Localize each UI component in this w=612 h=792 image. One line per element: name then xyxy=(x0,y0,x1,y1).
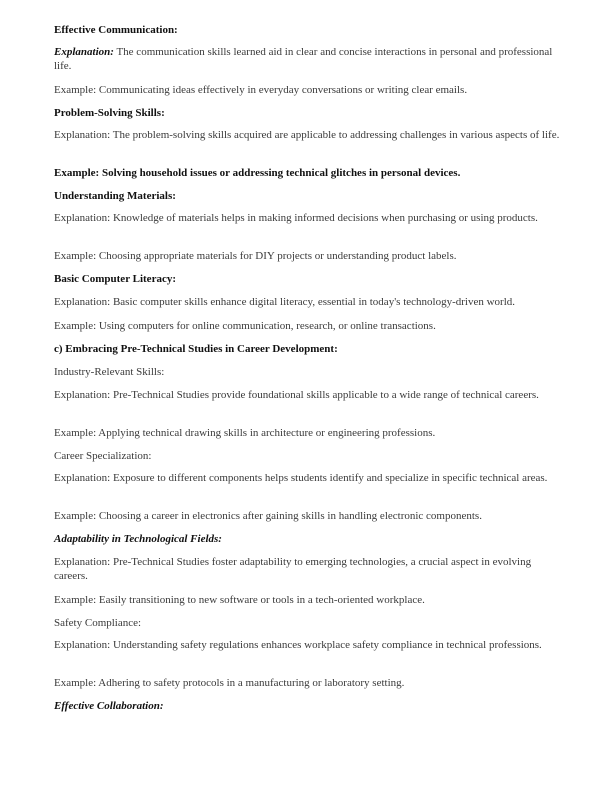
example-paragraph: Example: Applying technical drawing skills in architecture or engineering professions. xyxy=(54,427,436,439)
explanation-paragraph: Explanation: Understanding safety regulations enhances workplace safety compliance in technical professions. xyxy=(54,639,542,651)
explanation-label: Explanation: xyxy=(54,46,114,58)
subheading-safety-compliance: Safety Compliance: xyxy=(54,617,142,629)
explanation-paragraph: Explanation: Pre-Technical Studies foster adaptability to emerging technologies, a crucial aspect in evolving careers. xyxy=(54,556,532,582)
explanation-text: The communication skills learned aid in clear and concise interactions in personal and professional life. xyxy=(54,46,553,72)
heading-basic-computer-literacy: Basic Computer Literacy: xyxy=(54,273,176,285)
section-heading-career-development: c) Embracing Pre-Technical Studies in Career Development: xyxy=(54,343,338,355)
example-paragraph: Example: Choosing appropriate materials for DIY projects or understanding product labels. xyxy=(54,250,457,262)
explanation-paragraph: Explanation: Exposure to different components helps students identify and specialize in specific technical areas. xyxy=(54,472,548,484)
explanation-paragraph: Explanation: Knowledge of materials helps in making informed decisions when purchasing or using products. xyxy=(54,212,538,224)
explanation-paragraph: Explanation: The problem-solving skills acquired are applicable to addressing challenges in various aspects of life. xyxy=(54,129,560,141)
explanation-paragraph: Explanation: Basic computer skills enhance digital literacy, essential in today's technology-driven world. xyxy=(54,296,516,308)
example-paragraph: Example: Communicating ideas effectively in everyday conversations or writing clear emails. xyxy=(54,84,468,96)
heading-problem-solving: Problem-Solving Skills: xyxy=(54,107,165,119)
subheading-effective-collaboration: Effective Collaboration: xyxy=(54,700,164,712)
example-paragraph-bold: Example: Solving household issues or addressing technical glitches in personal devices. xyxy=(54,167,461,179)
example-paragraph: Example: Adhering to safety protocols in a manufacturing or laboratory setting. xyxy=(54,677,405,689)
example-paragraph: Example: Using computers for online communication, research, or online transactions. xyxy=(54,320,436,332)
subheading-career-specialization: Career Specialization: xyxy=(54,450,152,462)
example-paragraph: Example: Choosing a career in electronics after gaining skills in handling electronic components. xyxy=(54,510,482,522)
subheading-adaptability: Adaptability in Technological Fields: xyxy=(54,533,222,545)
explanation-paragraph xyxy=(54,45,566,73)
explanation-paragraph: Explanation: Pre-Technical Studies provide foundational skills applicable to a wide range of technical careers. xyxy=(54,389,539,401)
example-paragraph: Example: Easily transitioning to new software or tools in a tech-oriented workplace. xyxy=(54,594,425,606)
heading-effective-communication: Effective Communication: xyxy=(54,24,178,36)
heading-understanding-materials: Understanding Materials: xyxy=(54,190,176,202)
subheading-industry-relevant: Industry-Relevant Skills: xyxy=(54,366,165,378)
